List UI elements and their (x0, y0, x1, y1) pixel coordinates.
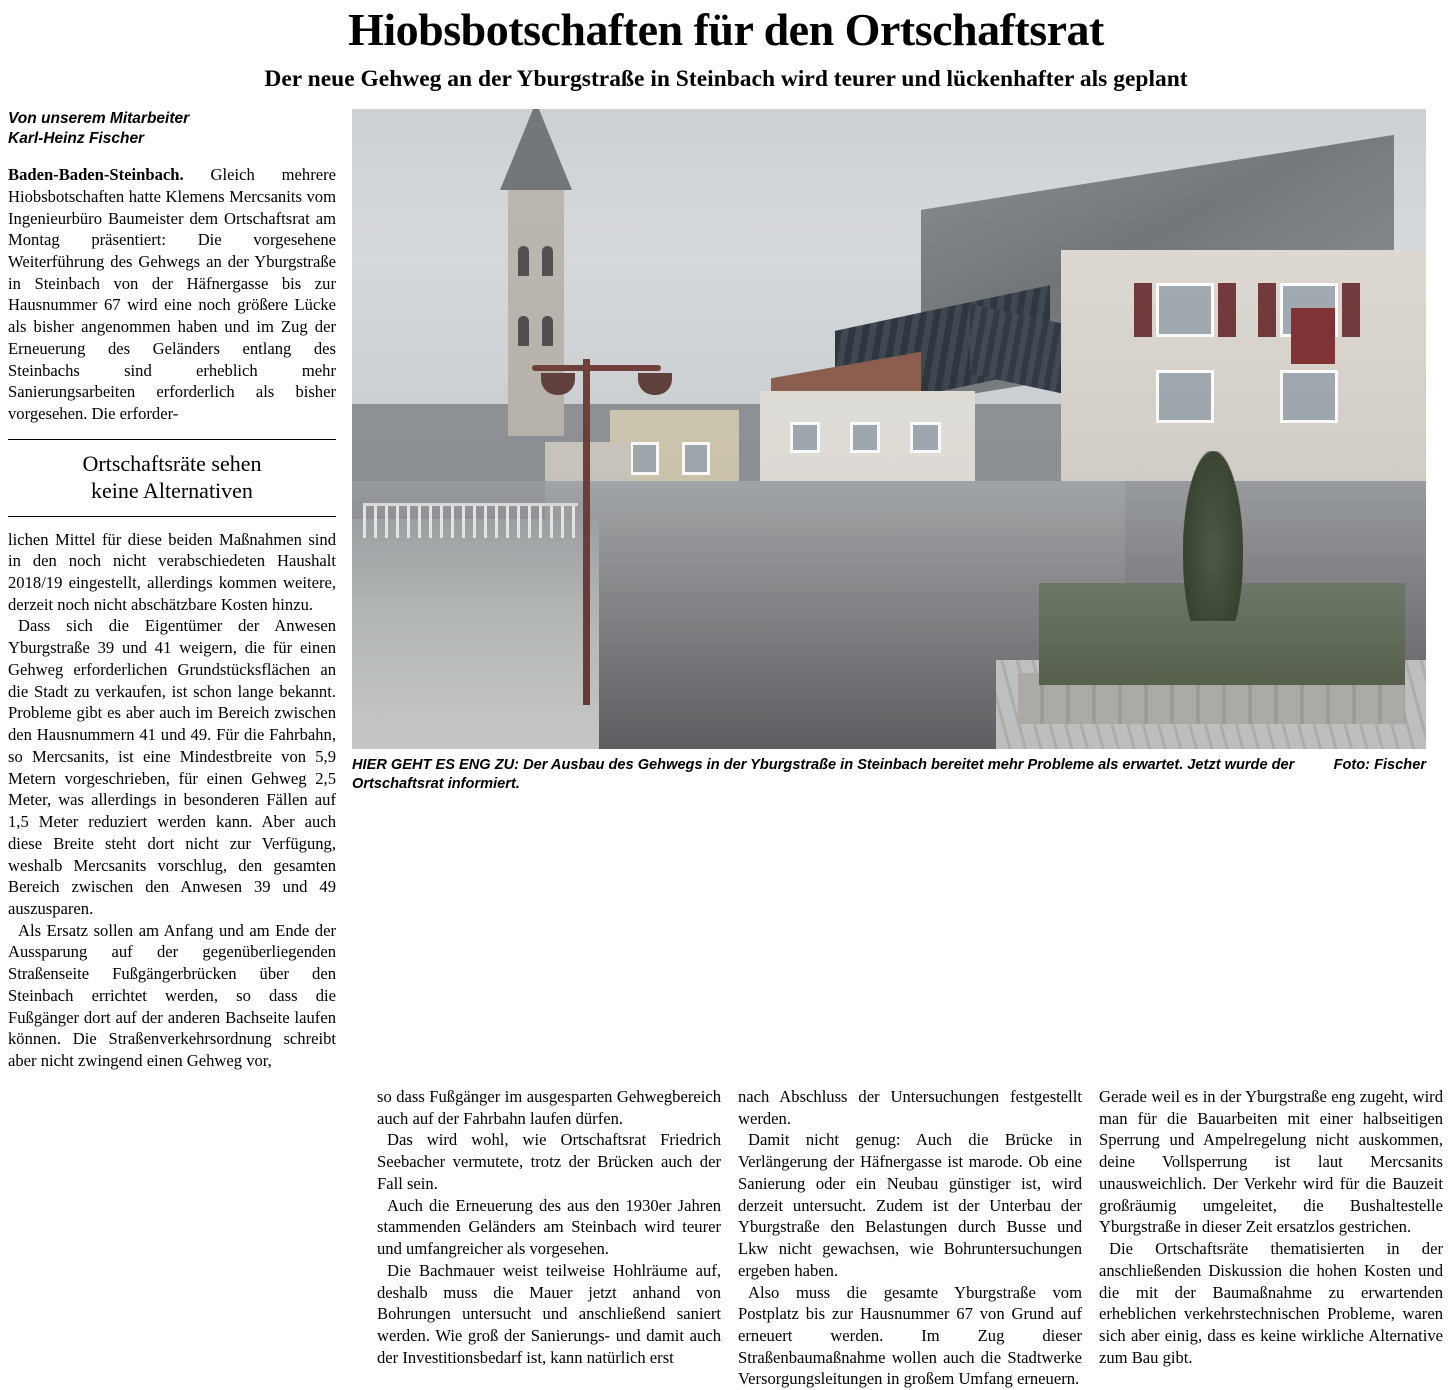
paragraph: Die Bachmauer weist teilweise Hohlräume auf, deshalb muss die Mauer jetzt anhand von Bohrungen untersucht und anschließend saniert werden. Wie groß der Sanierungs- und damit auch der Investitionsbedarf ist, kann natürlich erst (377, 1260, 721, 1369)
church-tower (508, 186, 564, 436)
lead-paragraph (8, 164, 336, 425)
window (910, 422, 940, 453)
shutter (1134, 283, 1152, 336)
crosshead (8, 440, 336, 516)
column-3 (738, 1086, 1082, 1390)
lead-text (8, 164, 336, 425)
window (790, 422, 820, 453)
window (1280, 370, 1338, 423)
crosshead-line-1: Ortschaftsräte sehen (14, 451, 330, 478)
shutter (1218, 283, 1236, 336)
byline-line-1: Von unserem Mitarbeiter (8, 109, 336, 128)
article-photo (352, 109, 1426, 749)
column-2 (377, 1086, 721, 1390)
paragraph: Das wird wohl, wie Ortschaftsrat Friedrich Seebacher vermutete, trotz der Brücken auch der Fall sein. (377, 1129, 721, 1194)
photo-caption (352, 756, 1426, 793)
paragraph: Dass sich die Eigentümer der Anwesen Yburgstraße 39 und 41 weigern, die für einen Gehweg erforderlichen Grundstücksflächen an die Stadt zu verkaufen, ist schon lange bekannt. Probleme gibt es aber auch im Bereich zwischen den Hausnummern 41 und 49. Für die Fahrbahn, so Mercsanits, ist eine Mindestbreite von 5,9 Metern vorgeschrieben, für einen Gehweg 2,5 Meter, was allerdings in besonderen Fällen auf 1,5 Meter reduziert werden kann. Aber auch diese Breite steht dort nicht zur Verfügung, weshalb Mercsanits vorschlug, den gesamten Bereich zwischen den Anwesen 39 und 49 auszusparen. (8, 615, 336, 919)
page-title: Hiobsbotschaften für den Ortschaftsrat (0, 6, 1452, 54)
dateline: Baden-Baden-Steinbach. (8, 165, 184, 184)
photo-column (352, 109, 1444, 793)
church-window (518, 316, 529, 346)
window (682, 442, 710, 474)
subheadline: Der neue Gehweg an der Yburgstraße in Steinbach wird teurer und lückenhafter als geplant (0, 66, 1452, 93)
column-1-continued (8, 529, 336, 1072)
article-body (0, 109, 1452, 1390)
paragraph: Damit nicht genug: Auch die Brücke in Verlängerung der Häfnergasse ist marode. Ob eine Sanierung oder ein Neubau günstiger ist, wird derzeit untersucht. Zudem ist der Unterbau der Yburgstraße den Belastungen durch Busse und Lkw nicht gewachsen, wie Bohruntersuchungen ergeben haben. (738, 1129, 1082, 1281)
window (1156, 283, 1214, 336)
church-window (518, 246, 529, 276)
photo-tree (1183, 451, 1243, 621)
bottom-columns (8, 1086, 1444, 1390)
photo-credit: Foto: Fischer (1334, 756, 1426, 775)
church-window (542, 246, 553, 276)
window (1156, 370, 1214, 423)
shutter (1258, 283, 1276, 336)
paragraph: Also muss die gesamte Yburgstraße vom Postplatz bis zur Hausnummer 67 von Grund auf erneuert werden. Im Zug dieser Straßenbaumaßnahme wollen auch die Stadtwerke Versorgungsleitungen in großem Umfang erneuern. (738, 1282, 1082, 1390)
paragraph: Die Ortschaftsräte thematisierten in der anschließenden Diskussion die hohen Kosten und die mit der Baumaßnahme zu erwartenden erheblichen verkehrstechnischen Probleme, waren sich aber einig, dass es keine wirkliche Alternative zum Bau gibt. (1099, 1238, 1443, 1368)
paragraph: Auch die Erneuerung des aus den 1930er Jahren stammenden Geländers am Steinbach wird teurer und umfangreicher als vorgesehen. (377, 1195, 721, 1260)
shutter (1342, 283, 1360, 336)
crosshead-line-2: keine Alternativen (14, 478, 330, 505)
column-4 (1099, 1086, 1443, 1390)
column-1 (8, 109, 352, 1072)
window (630, 442, 658, 474)
photo-stream (352, 519, 599, 749)
top-area (8, 109, 1444, 1072)
lead-paragraph-text: Gleich mehrere Hiobsbotschaften hatte Klemens Mercsanits vom Ingenieurbüro Baumeister dem Ortschaftsrat am Montag präsentiert: Die vorgesehene Weiterführung des Gehwegs an der Yburgstraße in Steinbach von der Häfnergasse bis zur Hausnummer 67 wird eine noch größere Lücke als bisher angenommen haben und im Zug der Erneuerung des Geländers entlang des Steinbachs sind erheblich mehr Sanierungsarbeiten erforderlich als bisher vorgesehen. Die erforder- (8, 165, 336, 423)
church-window (542, 316, 553, 346)
paragraph: Gerade weil es in der Yburgstraße eng zugeht, wird man für die Bauarbeiten mit einer halbseitigen Sperrung und Ampelregelung nicht auskommen, deine Vollsperrung ist laut Mercsanits unausweichlich. Der Verkehr wird für die Bauzeit großräumig umgeleitet, die Bushaltestelle Yburgstraße in dieser Zeit ersatzlos gestrichen. (1099, 1086, 1443, 1238)
lamp-arm (532, 365, 661, 371)
paragraph: lichen Mittel für diese beiden Maßnahmen sind in den noch nicht verabschiedeten Haushalt 2018/19 eingestellt, allerdings kommen weitere, derzeit noch nicht abschätzbare Kosten hinzu. (8, 529, 336, 616)
photo-wrap (352, 109, 1444, 793)
lamp-post (583, 359, 590, 705)
paragraph: nach Abschluss der Untersuchungen festgestellt werden. (738, 1086, 1082, 1129)
paragraph: Als Ersatz sollen am Anfang und am Ende der Aussparung auf der gegenüberliegenden Straßenseite Fußgängerbrücken über den Steinbach errichtet werden, so dass die Fußgänger dort auf der anderen Bachseite laufen können. Die Straßenverkehrsordnung schreibt aber nicht zwingend einen Gehweg vor, (8, 920, 336, 1072)
shop-sign (1291, 308, 1335, 364)
paragraph: so dass Fußgänger im ausgesparten Gehwegbereich auch auf der Fahrbahn laufen dürfen. (377, 1086, 721, 1129)
window (850, 422, 880, 453)
crosshead-rule-bottom (8, 516, 336, 517)
photo-caption-text: HIER GEHT ES ENG ZU: Der Ausbau des Gehwegs in der Yburgstraße in Steinbach bereitet mehr Probleme als erwartet. Jetzt wurde der Ortschaftsrat informiert. (352, 757, 1294, 792)
byline (8, 109, 336, 148)
newspaper-page (0, 6, 1452, 1171)
stream-railing (363, 503, 578, 538)
byline-line-2: Karl-Heinz Fischer (8, 129, 336, 148)
